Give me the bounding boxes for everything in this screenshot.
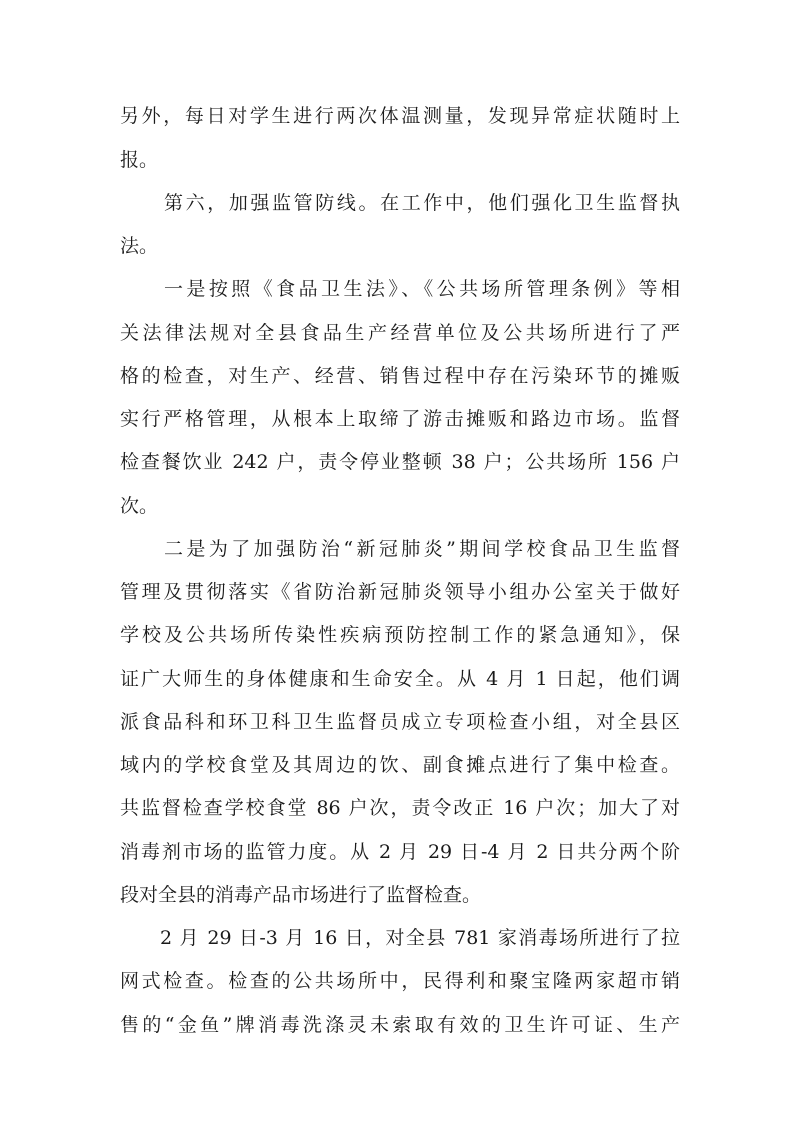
- text-line: 关法律法规对全县食品生产经营单位及公共场所进行了严: [120, 322, 680, 344]
- text-line: 网式检查。检查的公共场所中，民得利和聚宝隆两家超市销: [120, 970, 680, 992]
- text-line: 证广大师生的身体健康和生命安全。从 4 月 1 日起，他们调: [120, 668, 680, 690]
- text-line: 消毒剂市场的监管力度。从 2 月 29 日-4 月 2 日共分两个阶: [120, 841, 680, 863]
- text-line: 管理及贯彻落实《省防治新冠肺炎领导小组办公室关于做好: [120, 581, 680, 603]
- text-line: 次。: [120, 495, 159, 517]
- text-line: 二是为了加强防治“新冠肺炎”期间学校食品卫生监督: [164, 538, 680, 560]
- text-line: 学校及公共场所传染性疾病预防控制工作的紧急通知》，保: [120, 624, 680, 646]
- text-line: 报。: [120, 149, 159, 171]
- text-line: 检查餐饮业 242 户，责令停业整顿 38 户；公共场所 156 户: [120, 451, 680, 473]
- text-line: 派食品科和环卫科卫生监督员成立专项检查小组，对全县区: [120, 711, 680, 733]
- text-line: 格的检查，对生产、经营、销售过程中存在污染环节的摊贩: [120, 365, 680, 387]
- text-line: 共监督检查学校食堂 86 户次，责令改正 16 户次；加大了对: [120, 797, 680, 819]
- text-line: 第六，加强监管防线。在工作中，他们强化卫生监督执: [164, 192, 680, 214]
- text-line: 段对全县的消毒产品市场进行了监督检查。: [120, 884, 482, 906]
- text-line: 售的“金鱼”牌消毒洗涤灵未索取有效的卫生许可证、生产: [120, 1014, 680, 1036]
- text-line: 2 月 29 日-3 月 16 日，对全县 781 家消毒场所进行了拉: [160, 927, 680, 949]
- text-line: 一是按照《食品卫生法》、《公共场所管理条例》等相: [164, 278, 680, 300]
- text-line: 域内的学校食堂及其周边的饮、副食摊点进行了集中检查。: [120, 754, 680, 776]
- text-line: 另外，每日对学生进行两次体温测量，发现异常症状随时上: [120, 105, 680, 127]
- text-line: 法。: [120, 235, 159, 257]
- text-line: 实行严格管理，从根本上取缔了游击摊贩和路边市场。监督: [120, 408, 680, 430]
